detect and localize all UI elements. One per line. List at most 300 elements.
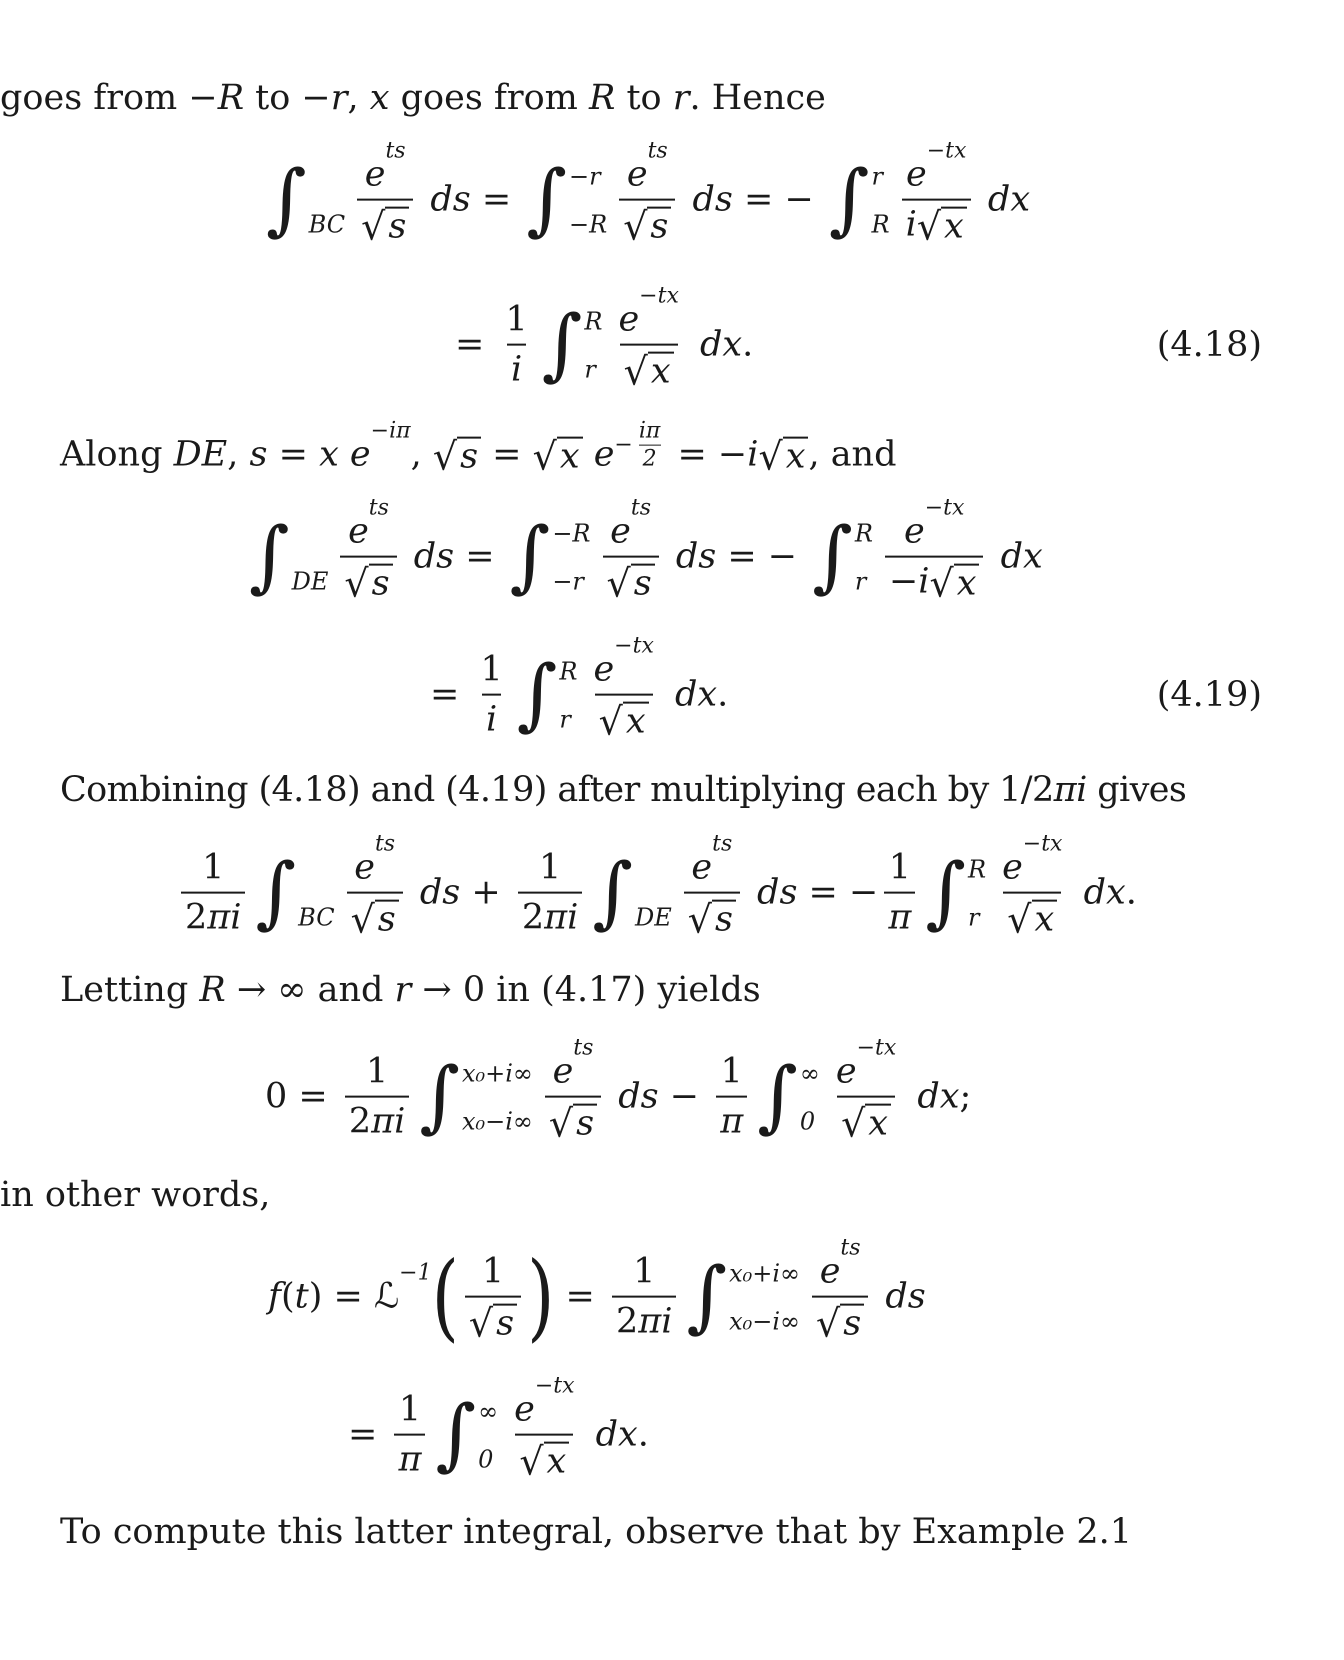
base: [593, 650, 614, 690]
denominator: [394, 1434, 425, 1480]
base: [553, 1052, 574, 1092]
text-line: [0, 1175, 270, 1215]
superscript-group: [835, 1035, 897, 1092]
denominator: [515, 1434, 573, 1481]
math-variable: r: [394, 970, 412, 1010]
math-variable: e: [364, 154, 386, 195]
denominator: [619, 199, 675, 246]
fraction: [998, 831, 1066, 940]
integral-sign: ∫: [812, 512, 853, 602]
exponent: [573, 1036, 593, 1061]
equation-line: [175, 831, 1137, 940]
denominator: [902, 199, 971, 246]
math-text: 1: [720, 1052, 743, 1092]
exponent: [1023, 832, 1063, 857]
math-variable: i: [485, 700, 498, 740]
math-text: .: [637, 1415, 649, 1455]
numerator: [501, 300, 531, 344]
square-root: [688, 898, 736, 939]
parentheses: [432, 1252, 555, 1343]
lower-limit: r: [854, 568, 867, 596]
math-variable: e: [906, 154, 927, 195]
equation-line: [262, 138, 1031, 247]
math-variable: ds: [419, 180, 471, 220]
exponent: [712, 832, 732, 857]
math-variable: ds: [681, 180, 733, 220]
square-root: [433, 435, 481, 476]
upper-limit: ∞: [799, 1060, 820, 1088]
radicand: [573, 1104, 597, 1143]
denominator: [545, 1096, 601, 1143]
square-root: [623, 205, 671, 246]
radicand: [1032, 900, 1058, 939]
math-variable: √ x: [559, 436, 580, 477]
denominator: [1003, 892, 1061, 939]
numerator: [350, 831, 399, 892]
math-variable: r: [330, 78, 348, 118]
math-variable: √ x: [650, 351, 671, 392]
numerator: [510, 1373, 578, 1434]
numerator: [816, 1235, 865, 1296]
math-text: 2: [615, 1302, 639, 1342]
lower-limit: BC: [298, 904, 335, 932]
equation-number: (4.18): [1156, 325, 1262, 365]
denominator: [684, 892, 740, 939]
denominator: [639, 445, 661, 472]
math-text: ) =: [308, 1277, 374, 1317]
square-root: [758, 435, 808, 476]
square-root: [624, 350, 674, 391]
base: [906, 155, 927, 195]
integral-limits: [567, 161, 607, 239]
fraction: [465, 1252, 521, 1343]
math-variable: √ x: [956, 563, 977, 604]
math-variable: πi: [544, 898, 579, 938]
integral-sign: ∫: [526, 155, 567, 245]
denominator: [347, 892, 403, 939]
numerator: [361, 138, 410, 199]
math-text: 1: [633, 1252, 656, 1292]
square-root: [351, 898, 399, 939]
superscript-group: [593, 633, 654, 690]
math-variable: √ s: [576, 1103, 595, 1144]
math-variable: x e: [319, 435, 371, 475]
integral: [828, 155, 890, 245]
equation-line: [245, 495, 1043, 604]
math-text: to −: [244, 78, 331, 118]
math-text: ts: [712, 831, 733, 857]
integral-sign: ∫: [266, 155, 307, 245]
math-text: 1: [505, 300, 528, 340]
square-root: [344, 562, 392, 603]
math-variable: x: [369, 78, 390, 118]
numerator: [549, 1035, 598, 1096]
superscript-group: [364, 138, 406, 195]
equation-line: [265, 1035, 972, 1144]
integral-sign: ∫: [757, 1052, 798, 1142]
math-variable: √ x: [944, 206, 964, 247]
math-text: −tx: [639, 283, 679, 309]
math-text: → ∞ and: [225, 970, 395, 1010]
radicand: [954, 564, 980, 603]
integral-limits: [296, 854, 334, 932]
integral-limits: [476, 1396, 498, 1474]
math-text: 2: [185, 898, 208, 938]
equation-line: [430, 633, 729, 742]
math-text: 1: [888, 848, 911, 888]
math-text: =: [430, 675, 471, 715]
integral-limits: [290, 518, 329, 596]
fraction: [181, 848, 245, 938]
base: [514, 1390, 535, 1430]
math-variable: i: [747, 435, 759, 475]
math-text: 2: [348, 1102, 372, 1142]
denominator: [345, 1096, 409, 1142]
integral: [757, 1052, 820, 1142]
superscript-group: [618, 283, 679, 340]
numerator: [535, 848, 565, 892]
upper-limit: x₀+i∞: [729, 1260, 801, 1288]
base: [627, 155, 648, 195]
math-text: = −: [797, 873, 879, 913]
superscript-group: [610, 495, 652, 552]
math-variable: DE: [173, 435, 228, 475]
lower-limit: −R: [569, 211, 608, 239]
fraction: [340, 495, 396, 604]
integral-limits: [727, 1258, 800, 1336]
math-variable: R: [199, 970, 226, 1010]
fraction: [501, 300, 531, 390]
integral: [249, 512, 329, 602]
math-variable: √ s: [388, 206, 407, 247]
math-variable: e: [610, 511, 631, 552]
base: [836, 1052, 857, 1092]
fraction: [684, 831, 740, 940]
math-variable: √ s: [843, 1303, 862, 1344]
upper-limit: −r: [569, 163, 601, 191]
upper-limit: r: [871, 163, 884, 191]
math-text: −1: [399, 1261, 432, 1286]
lower-limit: 0: [478, 1446, 494, 1474]
math-variable: √ s: [460, 436, 479, 477]
integral-limits: [460, 1058, 533, 1136]
math-text: goes from −: [0, 78, 218, 118]
math-variable: √ s: [633, 563, 652, 604]
equation-line: [348, 1373, 649, 1482]
equation-line: [455, 283, 754, 392]
exponent: [614, 634, 654, 659]
denominator: [482, 694, 501, 740]
fraction: [612, 1252, 676, 1342]
radicand: [623, 702, 649, 741]
square-root: [841, 1102, 891, 1143]
math-text: −: [888, 561, 919, 602]
lower-limit: DE: [291, 568, 329, 596]
superscript-group: [348, 495, 389, 552]
integral-limits: [557, 656, 577, 734]
integral-limits: [582, 306, 602, 384]
square-root: [519, 1440, 569, 1481]
math-text: ts: [840, 1235, 861, 1261]
numerator: [344, 495, 393, 556]
fraction: [510, 1373, 578, 1482]
math-variable: R: [217, 78, 245, 118]
math-text: 2: [642, 447, 657, 472]
superscript-group: [552, 1035, 594, 1092]
integral: [925, 848, 987, 938]
fraction: [603, 495, 659, 604]
square-root: [816, 1302, 864, 1343]
math-text: −iπ: [370, 419, 411, 444]
square-root: [607, 562, 655, 603]
numerator: [198, 848, 228, 892]
math-text: to: [615, 78, 673, 118]
math-text: −tx: [924, 495, 965, 521]
math-text: 1: [538, 848, 562, 888]
base: [374, 1277, 399, 1317]
integral-sign: ∫: [516, 650, 558, 740]
math-text: ts: [647, 138, 668, 164]
math-text: 1: [365, 1052, 389, 1092]
math-variable: f: [268, 1277, 281, 1317]
denominator: [357, 199, 413, 246]
integral: [435, 1390, 499, 1480]
math-text: → 0 in (4.17) yields: [411, 970, 761, 1010]
exponent: [648, 139, 668, 164]
numerator: [478, 1252, 508, 1296]
math-variable: e: [582, 435, 615, 475]
math-text: Letting: [60, 970, 200, 1010]
integral: [509, 512, 591, 602]
math-variable: √ x: [1034, 899, 1055, 940]
integral: [592, 848, 672, 938]
math-variable: i: [510, 350, 523, 390]
base: [348, 512, 369, 552]
superscript-group: [1002, 831, 1063, 888]
math-variable: e: [819, 1251, 841, 1292]
math-text: goes from: [389, 78, 589, 118]
math-variable: √ x: [868, 1103, 889, 1144]
upper-limit: R: [854, 520, 873, 548]
exponent: [369, 496, 389, 521]
integral-sign: ∫: [255, 848, 297, 938]
math-text: =: [455, 325, 496, 365]
math-variable: √ s: [371, 563, 390, 604]
denominator: [603, 556, 659, 603]
denominator: [620, 344, 678, 391]
math-text: +: [460, 873, 512, 913]
numerator: [717, 1052, 747, 1096]
math-variable: √ x: [546, 1441, 567, 1482]
square-root: [361, 205, 409, 246]
numerator: [606, 495, 655, 556]
math-text: ,: [347, 78, 370, 118]
lower-limit: −r: [552, 568, 584, 596]
math-variable: e: [903, 511, 925, 552]
square-root: [469, 1302, 517, 1343]
math-variable: e: [626, 154, 648, 195]
radicand: [941, 207, 967, 246]
integral-limits: [633, 854, 672, 932]
math-variable: √ x: [785, 436, 806, 477]
math-variable: √ s: [714, 899, 733, 940]
math-text: −tx: [534, 1373, 575, 1399]
upper-limit: x₀+i∞: [461, 1060, 533, 1088]
math-variable: πi: [1053, 770, 1087, 810]
math-text: =: [454, 537, 506, 577]
denominator: [885, 556, 984, 603]
math-text: ,: [410, 435, 433, 475]
base: [691, 848, 712, 888]
denominator: [507, 344, 526, 390]
math-variable: π: [720, 1102, 744, 1142]
math-variable: i: [905, 204, 917, 245]
fraction: [716, 1052, 747, 1142]
upper-limit: −R: [552, 520, 591, 548]
fraction: [394, 1390, 425, 1480]
math-variable: dx: [989, 537, 1043, 577]
math-text: 0 =: [265, 1077, 339, 1117]
math-variable: dx: [976, 180, 1031, 220]
denominator: [884, 892, 915, 938]
lower-limit: BC: [308, 211, 346, 239]
base: [365, 155, 386, 195]
upper-limit: R: [967, 856, 987, 884]
base: [1002, 848, 1023, 888]
math-variable: π: [398, 1440, 422, 1480]
math-text: .: [717, 675, 729, 715]
math-variable: dx: [584, 1415, 638, 1455]
math-variable: e: [593, 649, 615, 690]
math-variable: dx: [906, 1077, 960, 1117]
math-text: = −: [666, 435, 748, 475]
exponent: [840, 1236, 860, 1261]
math-variable: s: [249, 435, 268, 475]
fraction: [614, 283, 682, 392]
math-variable: ds: [408, 873, 461, 913]
math-text: −: [614, 433, 633, 458]
math-text: ts: [374, 831, 396, 857]
math-text: 2: [521, 898, 545, 938]
lower-limit: r: [584, 356, 596, 384]
exponent: [375, 832, 395, 857]
radicand: [369, 564, 393, 603]
fraction: [832, 1035, 900, 1144]
radicand: [385, 207, 409, 246]
fraction: [589, 633, 657, 742]
superscript-group: [319, 419, 411, 475]
exponent: [639, 284, 679, 309]
lower-limit: r: [967, 904, 980, 932]
radicand: [544, 1442, 570, 1481]
integral-limits: [853, 518, 873, 596]
lower-limit: x₀−i∞: [461, 1108, 533, 1136]
upper-limit: R: [584, 308, 603, 336]
math-variable: ds: [745, 873, 798, 913]
math-variable: e: [618, 299, 640, 340]
integral: [812, 512, 873, 602]
integral: [266, 155, 346, 245]
integral: [541, 300, 603, 390]
base: [354, 848, 375, 888]
integral-sign: ∫: [435, 1390, 477, 1480]
math-text: −tx: [926, 138, 967, 164]
math-text: ts: [368, 495, 389, 521]
integral-sign: ∫: [592, 848, 633, 938]
math-variable: e: [552, 1051, 574, 1092]
integral-sign: ∫: [249, 512, 290, 602]
superscript-group: [819, 1235, 861, 1292]
math-variable: √ x: [625, 701, 646, 742]
math-text: iπ: [638, 419, 661, 444]
base: [820, 1252, 841, 1292]
math-text: , and: [808, 435, 897, 475]
fraction: [476, 650, 506, 740]
math-variable: √ s: [496, 1303, 515, 1344]
superscript-group: [626, 138, 668, 195]
superscript-group: [514, 1373, 575, 1430]
integral: [686, 1252, 801, 1342]
numerator: [998, 831, 1066, 892]
exponent: [371, 419, 411, 444]
base: [583, 435, 615, 475]
square-root: [533, 435, 583, 476]
fraction: [347, 831, 403, 940]
radicand: [457, 437, 481, 476]
math-text: To compute this latter integral, observe that by Example 2.1: [60, 1512, 1133, 1552]
math-variable: e: [835, 1051, 857, 1092]
radicand: [493, 1304, 517, 1343]
exponent: [399, 1261, 431, 1286]
square-root: [599, 700, 649, 741]
math-text: ( 1: [481, 1251, 505, 1292]
math-text: =: [481, 435, 533, 475]
numerator: [687, 831, 736, 892]
radicand: [783, 437, 809, 476]
numerator: [629, 1252, 659, 1296]
exponent: [857, 1036, 897, 1061]
superscript-group: [373, 1261, 432, 1317]
math-variable: i: [918, 561, 930, 602]
math-text: .: [1125, 873, 1137, 913]
integral-sign: ∫: [925, 848, 966, 938]
math-variable: ds: [664, 537, 717, 577]
math-variable: e: [1002, 847, 1023, 888]
upper-limit: ∞: [478, 1398, 499, 1426]
denominator: [837, 1096, 895, 1143]
exponent: [535, 1374, 575, 1399]
base: [319, 435, 371, 475]
numerator: [362, 1052, 392, 1096]
square-root: [1007, 898, 1057, 939]
exponent: [614, 419, 666, 472]
equation-number: (4.19): [1156, 675, 1262, 715]
math-text: −: [658, 1077, 711, 1117]
math-text: ,: [227, 435, 250, 475]
exponent: [631, 496, 651, 521]
math-variable: e: [354, 847, 375, 888]
fraction: [885, 495, 984, 604]
integral-limits: [870, 161, 890, 239]
math-variable: ds: [402, 537, 455, 577]
radicand: [557, 437, 583, 476]
math-variable: dx: [1072, 873, 1126, 913]
math-text: =: [267, 435, 320, 475]
math-text: ts: [385, 138, 406, 164]
math-text: = −: [732, 180, 825, 220]
fraction: [902, 138, 971, 247]
square-root: [929, 562, 979, 603]
